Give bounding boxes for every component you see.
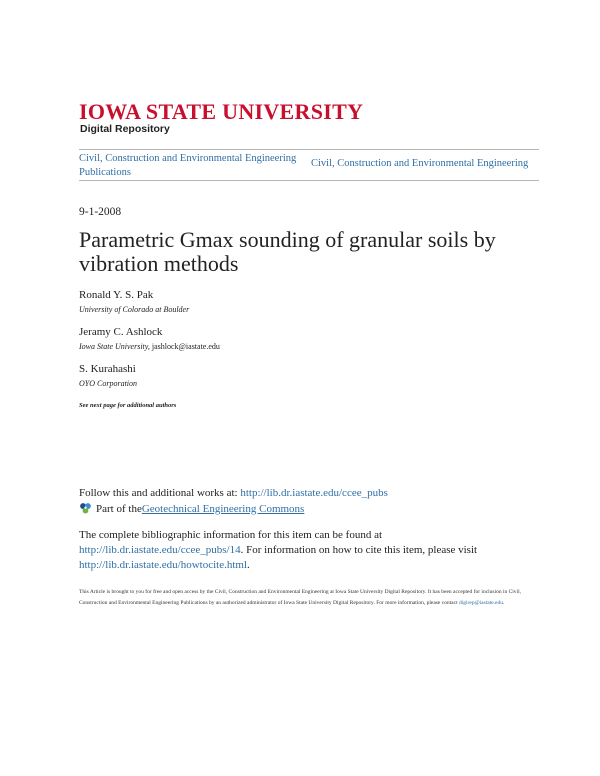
author-affiliation: University of Colorado at Boulder	[79, 305, 190, 315]
network-commons-icon	[79, 502, 92, 515]
author-name: Ronald Y. S. Pak	[79, 289, 154, 301]
author-affiliation: OYO Corporation	[79, 379, 138, 389]
follow-line	[79, 487, 388, 499]
iowa-state-logo[interactable]	[79, 101, 363, 123]
author-block	[79, 326, 220, 352]
part-of-line	[79, 502, 304, 515]
follow-text: Follow this and additional works at:	[79, 487, 241, 499]
author-block	[79, 363, 137, 389]
author-email: jashlock@iastate.edu	[151, 342, 220, 352]
breadcrumb-publications-link[interactable]: Civil, Construction and Environmental Engineering Publications	[79, 153, 297, 178]
header-divider-top	[79, 149, 539, 150]
bib-text-1: The complete bibliographic information for this item can be found at	[79, 529, 383, 541]
author-name: Jeramy C. Ashlock	[79, 326, 163, 338]
author-name: S. Kurahashi	[79, 363, 136, 375]
geotechnical-commons-link[interactable]: Geotechnical Engineering Commons	[141, 502, 305, 515]
item-link[interactable]: http://lib.dr.iastate.edu/ccee_pubs/14	[79, 544, 241, 556]
header-divider-bottom	[79, 180, 539, 181]
additional-authors-note: See next page for additional authors	[79, 402, 177, 409]
logo-word-university: UNIVERSITY	[222, 99, 364, 124]
footer-end: .	[503, 599, 505, 606]
breadcrumb-department-link[interactable]: Civil, Construction and Environmental Engineering	[311, 158, 529, 169]
part-of-text: Part of the	[96, 502, 142, 515]
logo-word-iowa: IOWA	[79, 99, 141, 124]
bibliographic-info	[79, 528, 519, 573]
collection-link[interactable]: http://lib.dr.iastate.edu/ccee_pubs	[240, 487, 388, 499]
footer-text: This Article is brought to you for free and open access by the Civil, Construction and Environmental Engineering at Iowa State University Digital Repository. It has been accepted for inclusion in Civil, Construction and Environmental Engineering Publications by an authorized administrator of Iowa State University Digital Repository. For more information, please contact	[79, 589, 521, 606]
how-to-cite-link[interactable]: http://lib.dr.iastate.edu/howtocite.html	[79, 559, 248, 571]
author-affiliation-line	[79, 341, 220, 352]
contact-email-link[interactable]: digirep@iastate.edu	[458, 599, 503, 606]
publication-date: 9-1-2008	[79, 206, 122, 218]
bib-text-2: . For information on how to cite this item, please visit	[240, 544, 478, 556]
access-statement	[79, 587, 524, 608]
author-block	[79, 289, 189, 315]
paper-title: Parametric Gmax sounding of granular soils by vibration methods	[79, 227, 496, 276]
logo-word-state: STATE	[145, 99, 217, 124]
digital-repository-label: Digital Repository	[80, 123, 170, 135]
author-affiliation: Iowa State University,	[79, 342, 150, 352]
bib-end: .	[247, 559, 250, 571]
